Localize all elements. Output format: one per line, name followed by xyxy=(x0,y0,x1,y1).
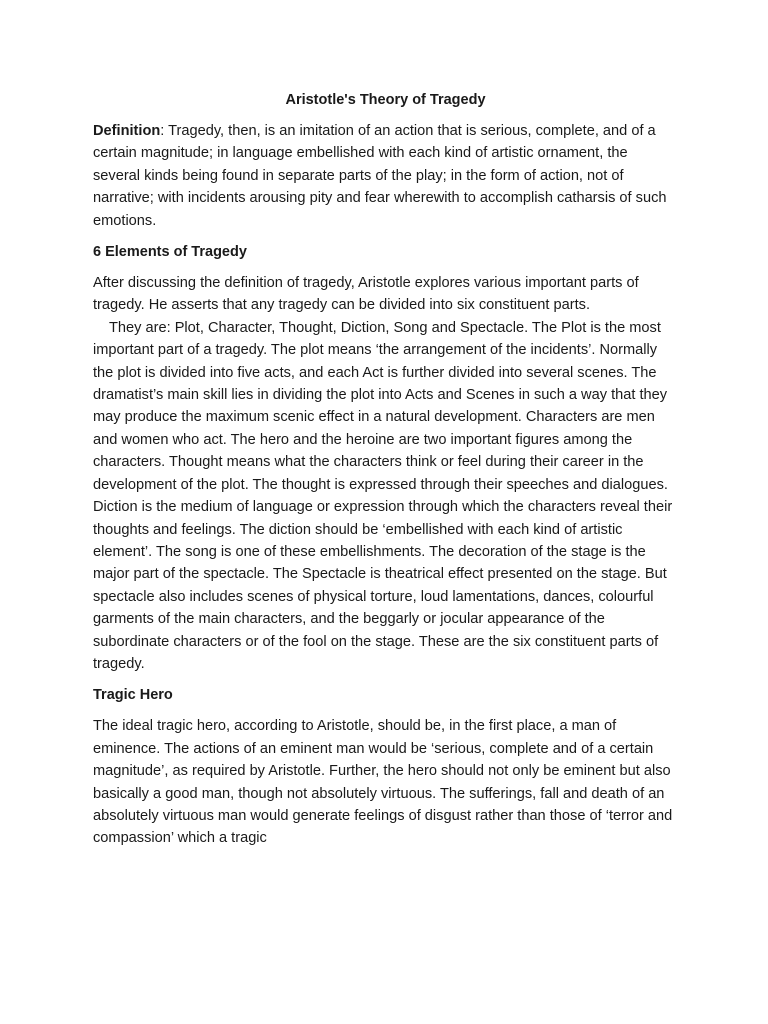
elements-paragraph-detail: They are: Plot, Character, Thought, Diction, Song and Spectacle. The Plot is the most important part of a tragedy. The plot means ‘the arrangement of the incidents’. Normally the plot is divided into five acts, and each Act is further divided into several scenes. The dramatist’s main skill lies in dividing the plot into Acts and Scenes in such a way that they may produce the maximum scenic effect in a natural development. Characters are men and women who act. The hero and the heroine are two important figures among the characters. Thought means what the characters think or feel during their career in the development of the plot. The thought is expressed through their speeches and dialogues. Diction is the medium of language or expression through which the characters reveal their thoughts and feelings. The diction should be ‘embellished with each kind of artistic element’. The song is one of these embellishments. The decoration of the stage is the major part of the spectacle. The Spectacle is theatrical effect presented on the stage. But spectacle also includes scenes of physical torture, loud lamentations, dances, colourful garments of the main characters, and the beggarly or jocular appearance of the subordinate characters or of the fool on the stage. These are the six constituent parts of tragedy. xyxy=(93,319,673,672)
tragic-hero-paragraph: The ideal tragic hero, according to Aristotle, should be, in the first place, a man of eminence. The actions of an eminent man would be ‘serious, complete and of a certain magnitude’, as required by Aristotle. Further, the hero should not only be eminent but also basically a good man, though not absolutely virtuous. The sufferings, fall and death of an absolutely virtuous man would generate feelings of disgust rather than those of ‘terror and compassion’ which a tragic xyxy=(93,718,673,847)
document-title: Aristotle's Theory of Tragedy xyxy=(285,92,486,108)
section-heading-tragic-hero: Tragic Hero xyxy=(93,687,173,704)
definition-label: Definition xyxy=(93,123,161,139)
section-heading-elements: 6 Elements of Tragedy xyxy=(93,244,247,261)
definition-paragraph xyxy=(93,120,678,232)
document-body xyxy=(93,90,678,850)
elements-paragraph-intro: After discussing the definition of tragedy, Aristotle explores various important parts of tragedy. He asserts that any tragedy can be divided into six constituent parts. xyxy=(93,275,639,314)
definition-text: : Tragedy, then, is an imitation of an action that is serious, complete, and of a certain magnitude; in language embellished with each kind of artistic ornament, the several kinds being found in separate parts of the play; in the form of action, not of narrative; with incidents arousing pity and fear wherewith to accomplish catharsis of such emotions. xyxy=(93,123,667,229)
